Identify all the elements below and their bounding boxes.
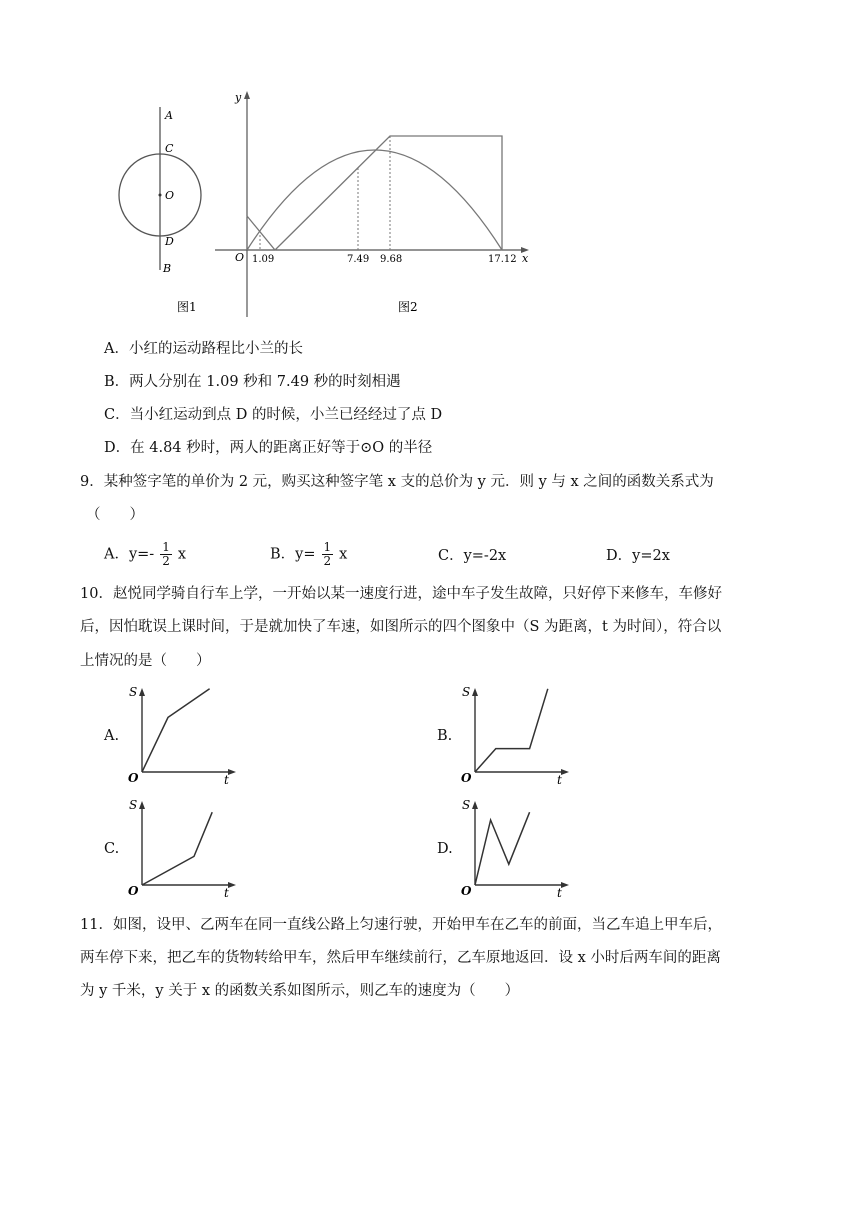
q8-option-a: A．小红的运动路程比小兰的长	[104, 341, 303, 357]
s-axis-label: S	[462, 685, 471, 699]
origin-label: O	[128, 771, 139, 785]
t-axis-label: t	[557, 773, 562, 786]
t-axis-arrow	[561, 882, 569, 888]
point-label-c: C	[165, 142, 174, 155]
q10-option-letter-a: A.	[104, 728, 120, 744]
q9-option-a: A．y=- $\frac{1}{2}$ x	[104, 540, 187, 568]
graph-option-b	[457, 682, 577, 786]
q9-option-c: C．y=-2x	[438, 548, 507, 564]
t-axis-label: t	[224, 773, 229, 786]
tick-label-4: 17.12	[488, 254, 517, 265]
x-axis-label: x	[522, 252, 529, 265]
s-axis-arrow	[139, 801, 145, 809]
q11-stem-line-3: 为 y 千米，y 关于 x 的函数关系如图所示，则乙车的速度为（ ）	[80, 983, 520, 999]
graph-option-d	[457, 795, 577, 899]
s-axis-label: S	[129, 798, 138, 812]
q11-stem-line-2: 两车停下来，把乙车的货物转给甲车，然后甲车继续前行，乙车原地返回．设 x 小时后两车间的距离	[80, 950, 721, 966]
origin-label: O	[461, 771, 472, 785]
q9-option-b: B．y= $\frac{1}{2}$ x	[270, 540, 348, 568]
q11-stem-line-1: 11．如图，设甲、乙两车在同一直线公路上匀速行驶，开始甲车在乙车的前面，当乙车追上甲车后，	[80, 917, 722, 933]
graph-option-c	[124, 795, 244, 899]
figure-2-caption: 图2	[398, 300, 418, 314]
point-label-d: D	[165, 235, 174, 248]
tick-label-1: 1.09	[252, 254, 275, 265]
q10-stem-line-2: 后，因怕耽误上课时间，于是就加快了车速，如图所示的四个图象中（S 为距离，t 为时间），符合以	[80, 619, 722, 635]
q8-option-d: D．在 4.84 秒时，两人的距离正好等于⊙O 的半径	[104, 440, 433, 456]
figure-2-graph	[215, 91, 529, 317]
graph-option-a	[124, 682, 244, 786]
q8-option-b: B．两人分别在 1.09 秒和 7.49 秒的时刻相遇	[104, 374, 401, 390]
t-axis-label: t	[557, 886, 562, 899]
figure-1-caption: 图1	[177, 300, 197, 314]
t-axis-arrow	[228, 769, 236, 775]
q10-stem-line-1: 10．赵悦同学骑自行车上学，一开始以某一速度行进，途中车子发生故障，只好停下来修车，车修好	[80, 586, 722, 602]
q10-stem-line-3: 上情况的是（ ）	[80, 653, 211, 669]
s-axis-label: S	[129, 685, 138, 699]
q9-stem-line-2: （ ）	[86, 507, 144, 523]
t-axis-arrow	[561, 769, 569, 775]
s-axis-arrow	[139, 688, 145, 696]
origin-label: O	[128, 884, 139, 898]
q10-option-letter-b: B.	[437, 728, 453, 744]
s-axis-arrow	[472, 801, 478, 809]
q10-option-letter-d: D.	[437, 841, 453, 857]
y-axis-label: y	[235, 91, 242, 104]
distance-time-line	[475, 689, 548, 772]
distance-time-line	[142, 689, 210, 772]
q8-option-c: C．当小红运动到点 D 的时候，小兰已经经过了点 D	[104, 407, 443, 423]
distance-time-line	[475, 812, 530, 885]
origin-label: O	[235, 251, 245, 264]
point-label-o: O	[165, 189, 175, 202]
distance-time-line	[142, 812, 212, 885]
tick-label-2: 7.49	[347, 254, 370, 265]
q8-figure	[100, 85, 570, 320]
point-label-b: B	[163, 262, 172, 275]
figure-1-circle-diagram	[119, 107, 201, 314]
origin-label: O	[461, 884, 472, 898]
q9-stem-line-1: 9．某种签字笔的单价为 2 元，购买这种签字笔 x 支的总价为 y 元．则 y 与 x 之间的函数关系式为	[80, 474, 714, 490]
q10-option-letter-c: C.	[104, 841, 120, 857]
s-axis-label: S	[462, 798, 471, 812]
point-label-a: A	[165, 109, 173, 122]
s-axis-arrow	[472, 688, 478, 696]
tick-label-3: 9.68	[380, 254, 403, 265]
t-axis-label: t	[224, 886, 229, 899]
q9-option-d: D．y=2x	[606, 548, 670, 564]
t-axis-arrow	[228, 882, 236, 888]
